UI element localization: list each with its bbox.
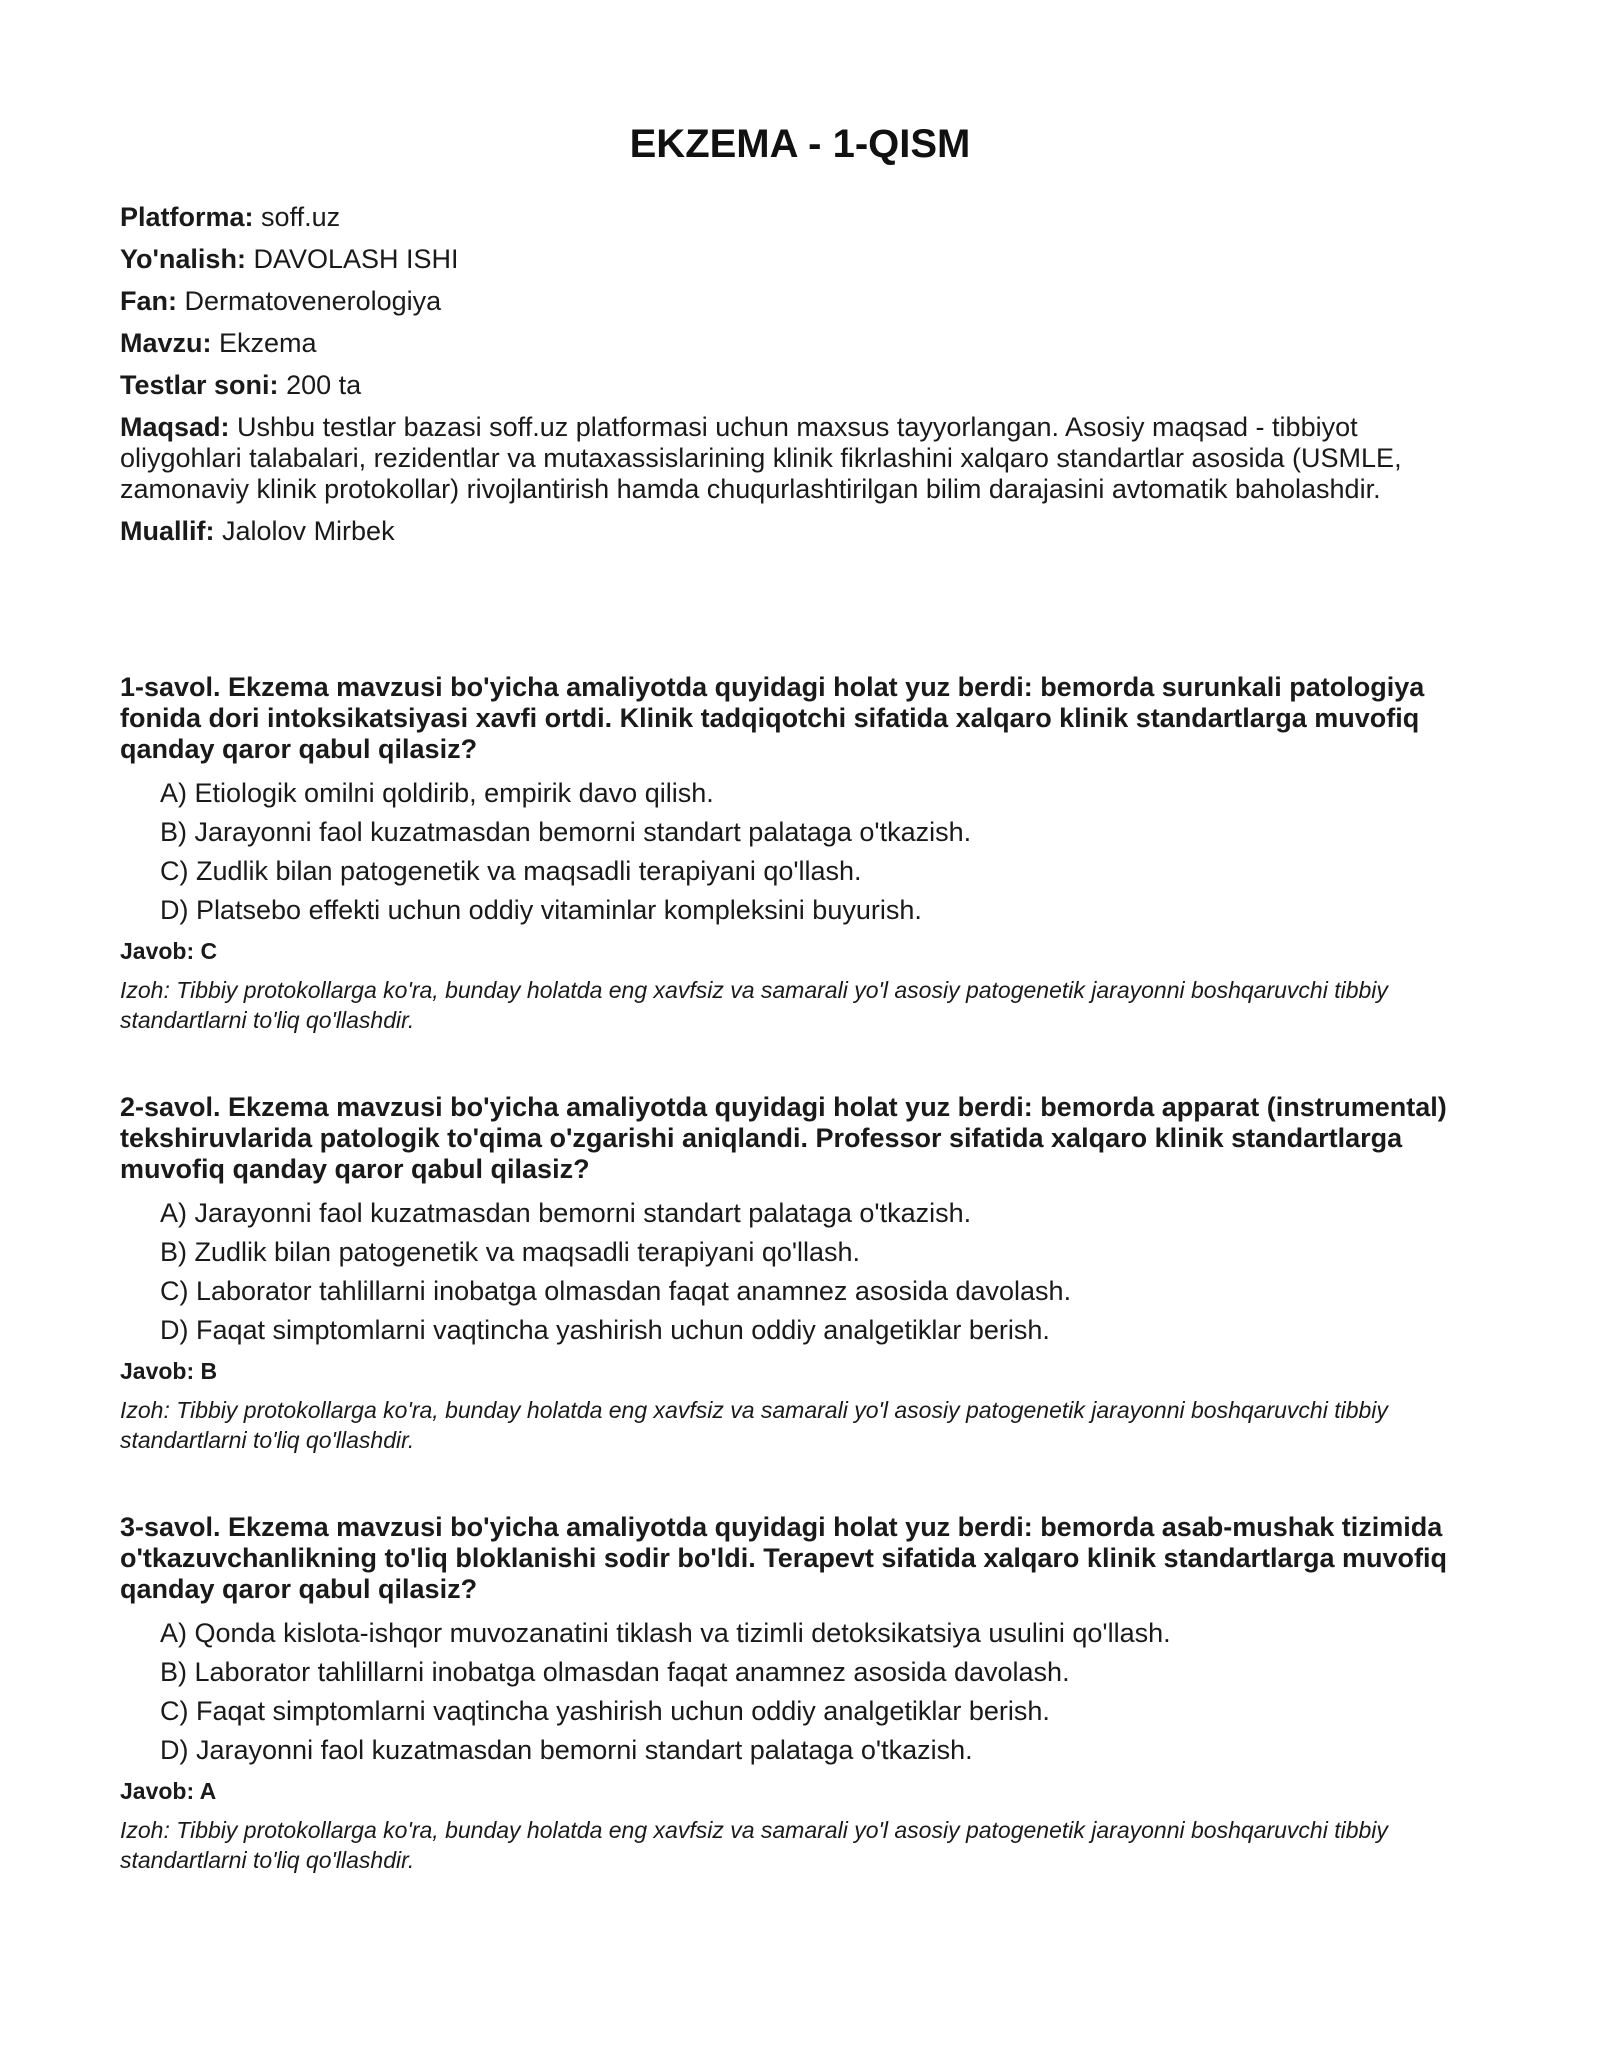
correct-answer: Javob: B <box>120 1358 218 1384</box>
meta-label: Muallif: <box>120 516 215 546</box>
question-text: 2-savol. Ekzema mavzusi bo'yicha amaliyotda quyidagi holat yuz berdi: bemorda apparat (instrumental) tekshiruvlarida patologik to'qima o'zgarishi aniqlandi. Professor sifatida xalqaro klinik standartlarga muvofiq qanday qaror qabul qilasiz? <box>120 1092 1447 1184</box>
answer-option: C) Laborator tahlillarni inobatga olmasdan faqat anamnez asosida davolash. <box>160 1276 1072 1306</box>
meta-label: Platforma: <box>120 202 254 232</box>
meta-direction <box>120 244 1460 275</box>
meta-value: Dermatovenerologiya <box>184 286 442 316</box>
meta-section <box>120 202 1460 558</box>
answer-option: A) Jarayonni faol kuzatmasdan bemorni standart palataga o'tkazish. <box>160 1198 972 1228</box>
meta-label: Mavzu: <box>120 328 212 358</box>
meta-platform <box>120 202 1460 233</box>
question-text: 1-savol. Ekzema mavzusi bo'yicha amaliyotda quyidagi holat yuz berdi: bemorda surunkali patologiya fonida dori intoksikatsiyasi xavfi ortdi. Klinik tadqiqotchi sifatida xalqaro klinik standartlarga muvofiq qanday qaror qabul qilasiz? <box>120 672 1425 764</box>
question-block <box>120 1092 1460 1455</box>
answer-option: C) Zudlik bilan patogenetik va maqsadli terapiyani qo'llash. <box>160 856 862 886</box>
meta-value: DAVOLASH ISHI <box>253 244 459 274</box>
question-block <box>120 1512 1460 1875</box>
answer-option: A) Etiologik omilni qoldirib, empirik davo qilish. <box>160 778 714 808</box>
explanation-note: Izoh: Tibbiy protokollarga ko'ra, bunday holatda eng xavfsiz va samarali yo'l asosiy patogenetik jarayonni boshqaruvchi tibbiy standartlarni to'liq qo'llashdir. <box>120 977 1388 1033</box>
answer-option: D) Jarayonni faol kuzatmasdan bemorni standart palataga o'tkazish. <box>160 1735 973 1765</box>
meta-value: 200 ta <box>286 370 362 400</box>
question-text: 3-savol. Ekzema mavzusi bo'yicha amaliyotda quyidagi holat yuz berdi: bemorda asab-mushak tizimida o'tkazuvchanlikning to'liq bloklanishi sodir bo'ldi. Terapevt sifatida xalqaro klinik standartlarga muvofiq qanday qaror qabul qilasiz? <box>120 1512 1448 1604</box>
answer-option: A) Qonda kislota-ishqor muvozanatini tiklash va tizimli detoksikatsiya usulini qo'llash. <box>160 1618 1171 1648</box>
answer-option: D) Platsebo effekti uchun oddiy vitaminlar kompleksini buyurish. <box>160 895 922 925</box>
page-title: EKZEMA - 1-QISM <box>629 122 971 166</box>
meta-label: Maqsad: <box>120 412 230 442</box>
meta-topic <box>120 328 1460 359</box>
answer-option: D) Faqat simptomlarni vaqtincha yashirish uchun oddiy analgetiklar berish. <box>160 1315 1050 1345</box>
answer-option: B) Zudlik bilan patogenetik va maqsadli terapiyani qo'llash. <box>160 1237 861 1267</box>
question-block <box>120 672 1460 1035</box>
meta-label: Fan: <box>120 286 177 316</box>
correct-answer: Javob: C <box>120 938 218 964</box>
correct-answer: Javob: A <box>120 1778 217 1804</box>
questions-section <box>120 672 1460 1932</box>
meta-label: Testlar soni: <box>120 370 279 400</box>
meta-value: Ekzema <box>219 328 317 358</box>
meta-test-count <box>120 370 1460 401</box>
answer-option: B) Laborator tahlillarni inobatga olmasdan faqat anamnez asosida davolash. <box>160 1657 1070 1687</box>
explanation-note: Izoh: Tibbiy protokollarga ko'ra, bunday holatda eng xavfsiz va samarali yo'l asosiy patogenetik jarayonni boshqaruvchi tibbiy standartlarni to'liq qo'llashdir. <box>120 1817 1388 1873</box>
answer-option: B) Jarayonni faol kuzatmasdan bemorni standart palataga o'tkazish. <box>160 817 972 847</box>
meta-value: soff.uz <box>261 202 341 232</box>
meta-label: Yo'nalish: <box>120 244 246 274</box>
explanation-note: Izoh: Tibbiy protokollarga ko'ra, bunday holatda eng xavfsiz va samarali yo'l asosiy patogenetik jarayonni boshqaruvchi tibbiy standartlarni to'liq qo'llashdir. <box>120 1397 1388 1453</box>
meta-value: Ushbu testlar bazasi soff.uz platformasi uchun maxsus tayyorlangan. Asosiy maqsad - tibbiyot oliygohlari talabalari, rezidentlar va mutaxassislarining klinik fikrlashini xalqaro standartlar asosida (USMLE, zamonaviy klinik protokollar) rivojlantirish hamda chuqurlashtirilgan bilim darajasini avtomatik baholashdir. <box>120 412 1402 504</box>
meta-subject <box>120 286 1460 317</box>
answer-option: C) Faqat simptomlarni vaqtincha yashirish uchun oddiy analgetiklar berish. <box>160 1696 1050 1726</box>
meta-author <box>120 516 1460 547</box>
meta-value: Jalolov Mirbek <box>222 516 395 546</box>
meta-purpose <box>120 412 1460 505</box>
